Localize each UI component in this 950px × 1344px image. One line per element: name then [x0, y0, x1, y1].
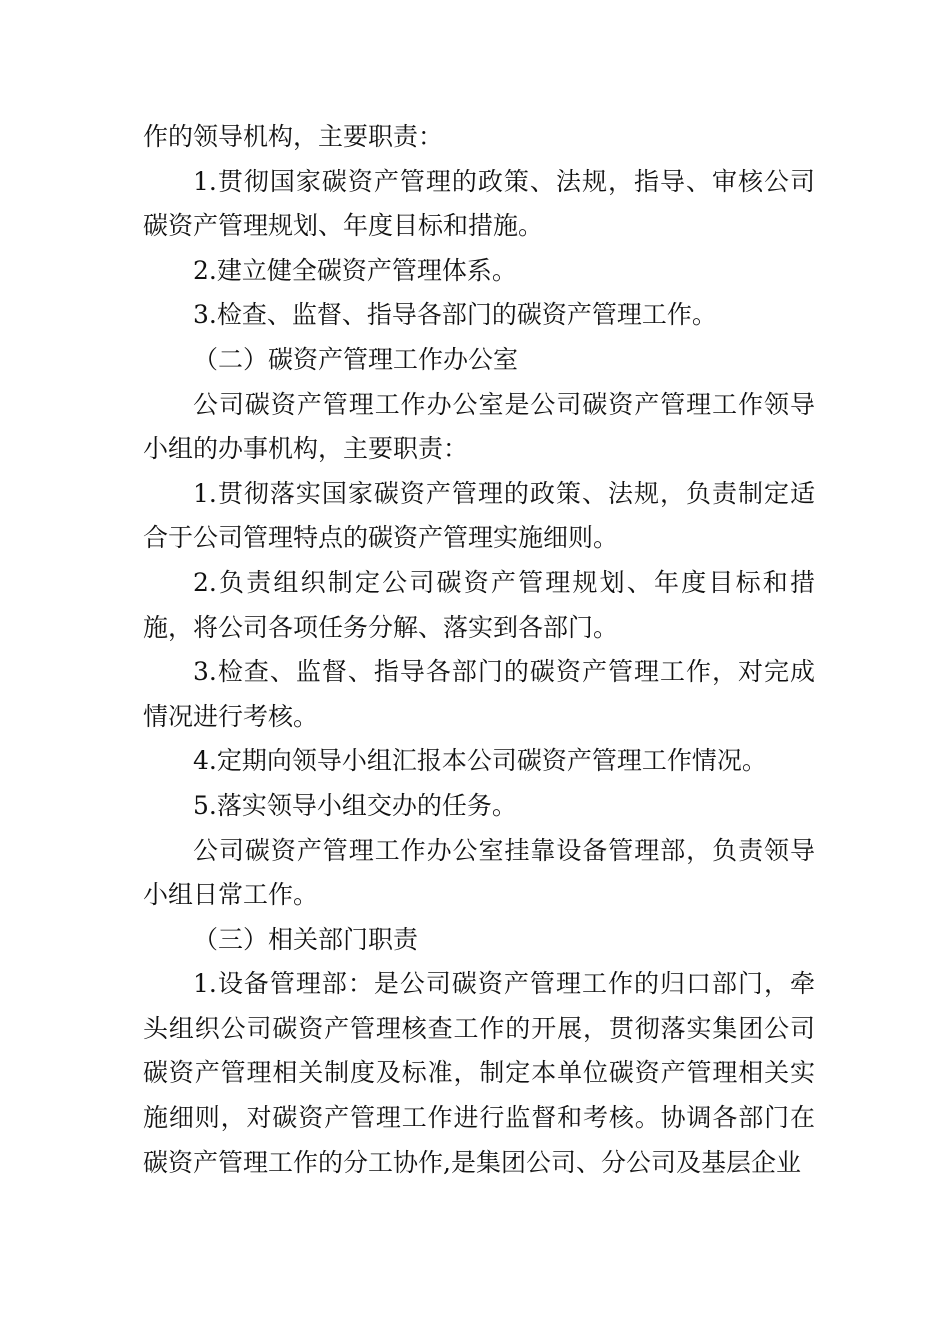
paragraph-office-item-1: 1.贯彻落实国家碳资产管理的政策、法规，负责制定适合于公司管理特点的碳资产管理实施细则。 [143, 478, 815, 553]
section-heading-3: （三）相关部门职责 [193, 924, 419, 954]
paragraph-office-item-3: 3.检查、监督、指导各部门的碳资产管理工作，对完成情况进行考核。 [143, 657, 815, 731]
paragraph-department-item-1: 1.设备管理部：是公司碳资产管理工作的归口部门，牵头组织公司碳资产管理核查工作的开展，贯彻落实集团公司碳资产管理相关制度及标准，制定本单位碳资产管理相关实施细则，对碳资产管理工作进行监督和考核。协调各部门在碳资产管理工作的分工协作,是集团公司、分公司及基层企业 [143, 969, 815, 1177]
paragraph-office-item-5: 5.落实领导小组交办的任务。 [193, 790, 517, 820]
paragraph-office-intro: 公司碳资产管理工作办公室是公司碳资产管理工作领导小组的办事机构，主要职责： [143, 389, 815, 464]
paragraph-item-2: 2.建立健全碳资产管理体系。 [193, 255, 517, 285]
document-page [143, 115, 815, 1185]
paragraph-office-item-4: 4.定期向领导小组汇报本公司碳资产管理工作情况。 [193, 746, 767, 776]
section-heading-2: （二）碳资产管理工作办公室 [193, 344, 519, 374]
paragraph-office-affiliation: 公司碳资产管理工作办公室挂靠设备管理部，负责领导小组日常工作。 [143, 835, 815, 910]
paragraph-item-3: 3.检查、监督、指导各部门的碳资产管理工作。 [193, 300, 717, 330]
paragraph-office-item-2: 2.负责组织制定公司碳资产管理规划、年度目标和措施，将公司各项任务分解、落实到各部门。 [143, 567, 815, 642]
paragraph-item-1: 1.贯彻国家碳资产管理的政策、法规，指导、审核公司碳资产管理规划、年度目标和措施。 [143, 166, 815, 241]
paragraph-continuation: 作的领导机构，主要职责： [143, 122, 444, 151]
